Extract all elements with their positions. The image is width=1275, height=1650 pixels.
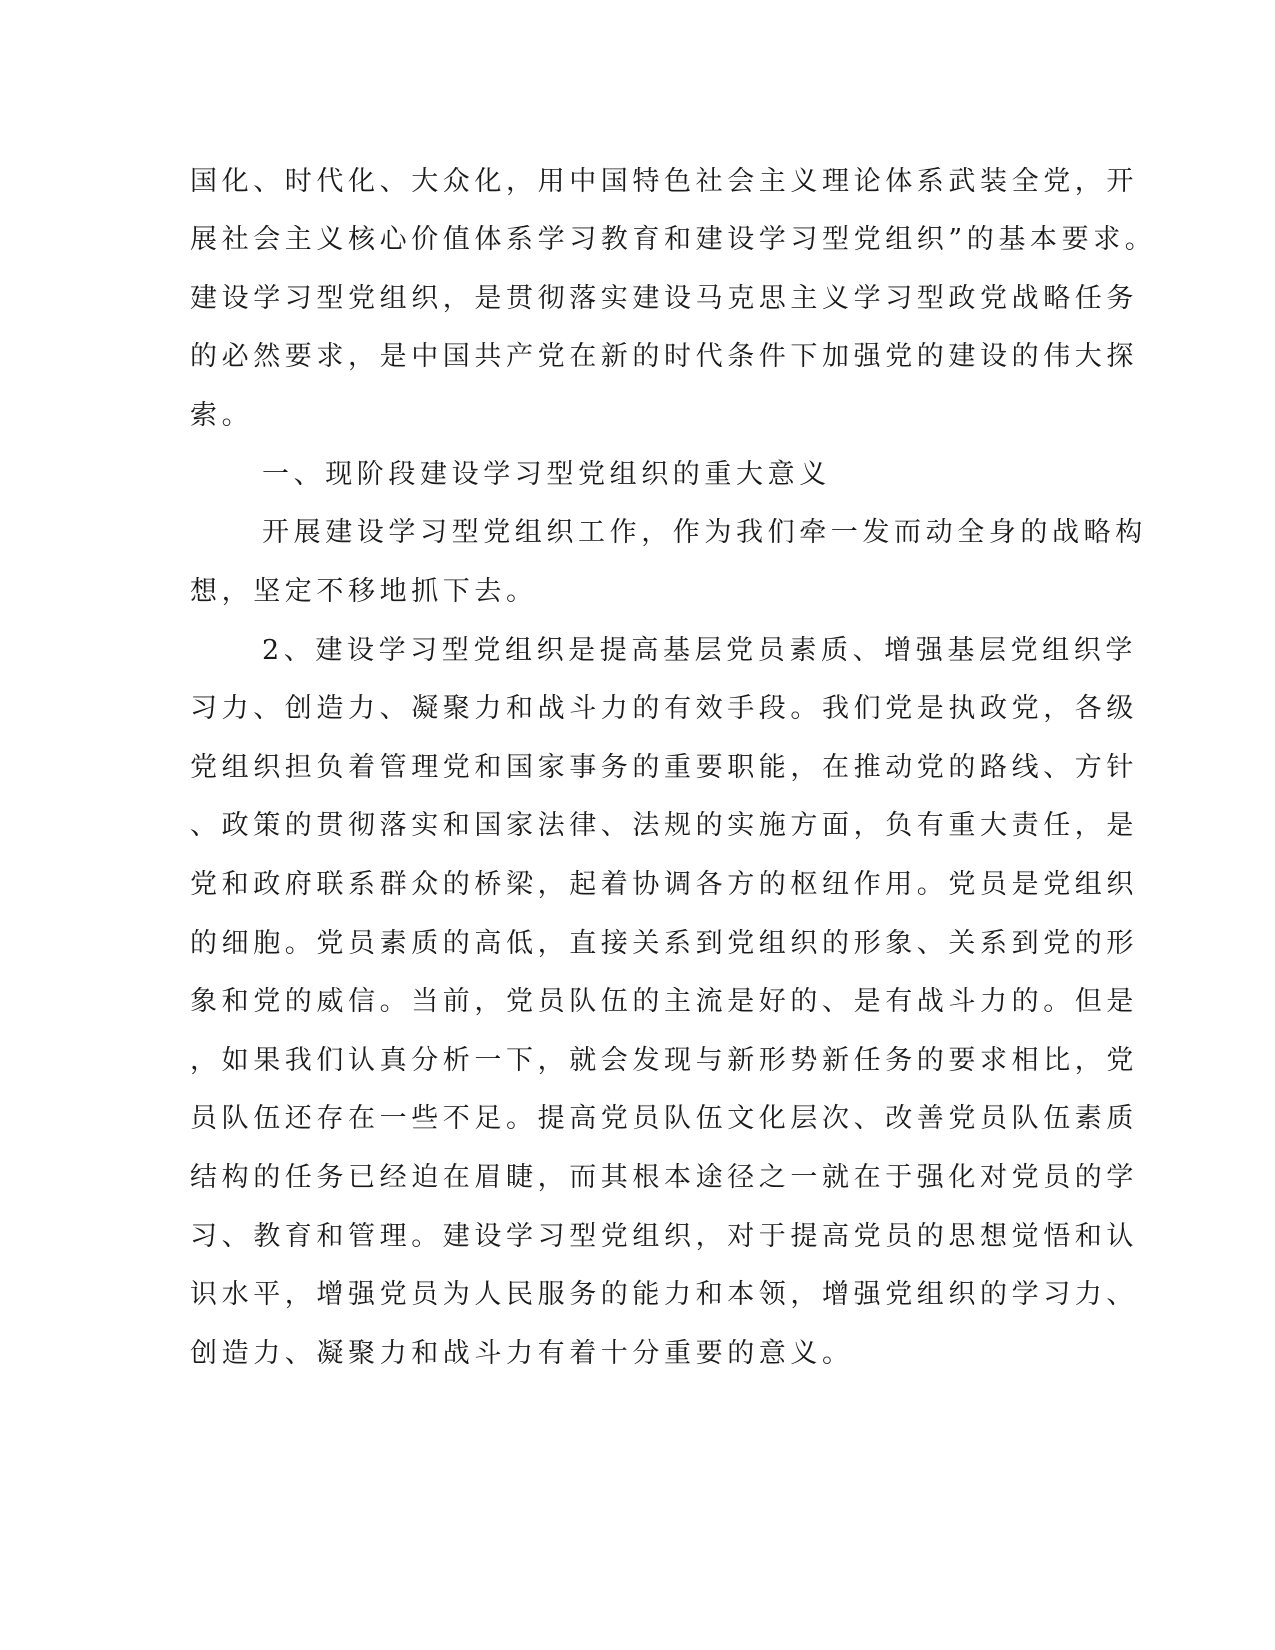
body-line: 党组织担负着管理党和国家事务的重要职能，在推动党的路线、方针 [190, 752, 1138, 783]
body-line: 习力、创造力、凝聚力和战斗力的有效手段。我们党是执政党，各级 [190, 693, 1138, 724]
body-line: 创造力、凝聚力和战斗力有着十分重要的意义。 [190, 1338, 854, 1369]
body-line: 象和党的威信。当前，党员队伍的主流是好的、是有战斗力的。但是 [190, 986, 1138, 1017]
body-line: 索。 [190, 400, 254, 431]
body-line: ，如果我们认真分析一下，就会发现与新形势新任务的要求相比，党 [190, 1045, 1138, 1076]
body-line: 识水平，增强党员为人民服务的能力和本领，增强党组织的学习力、 [190, 1279, 1138, 1310]
section-heading: 一、现阶段建设学习型党组织的重大意义 [262, 459, 831, 490]
body-line: 结构的任务已经迫在眉睫，而其根本途径之一就在于强化对党员的学 [190, 1162, 1138, 1193]
body-line: 习、教育和管理。建设学习型党组织，对于提高党员的思想觉悟和认 [190, 1221, 1138, 1252]
body-line: 的必然要求，是中国共产党在新的时代条件下加强党的建设的伟大探 [190, 341, 1138, 372]
body-line: 展社会主义核心价值体系学习教育和建设学习型党组织”的基本要求。 [190, 224, 1157, 255]
body-line: 国化、时代化、大众化，用中国特色社会主义理论体系武装全党，开 [190, 166, 1138, 197]
body-line: 党和政府联系群众的桥梁，起着协调各方的枢纽作用。党员是党组织 [190, 869, 1138, 900]
body-line: 想，坚定不移地抓下去。 [190, 576, 538, 607]
body-line: 2、建设学习型党组织是提高基层党员素质、增强基层党组织学 [262, 635, 1137, 666]
body-line: 的细胞。党员素质的高低，直接关系到党组织的形象、关系到党的形 [190, 928, 1138, 959]
body-line: 员队伍还存在一些不足。提高党员队伍文化层次、改善党员队伍素质 [190, 1103, 1138, 1134]
body-line: 开展建设学习型党组织工作，作为我们牵一发而动全身的战略构 [262, 517, 1147, 548]
body-line: 建设学习型党组织，是贯彻落实建设马克思主义学习型政党战略任务 [190, 283, 1138, 314]
body-line: 、政策的贯彻落实和国家法律、法规的实施方面，负有重大责任，是 [190, 810, 1138, 841]
